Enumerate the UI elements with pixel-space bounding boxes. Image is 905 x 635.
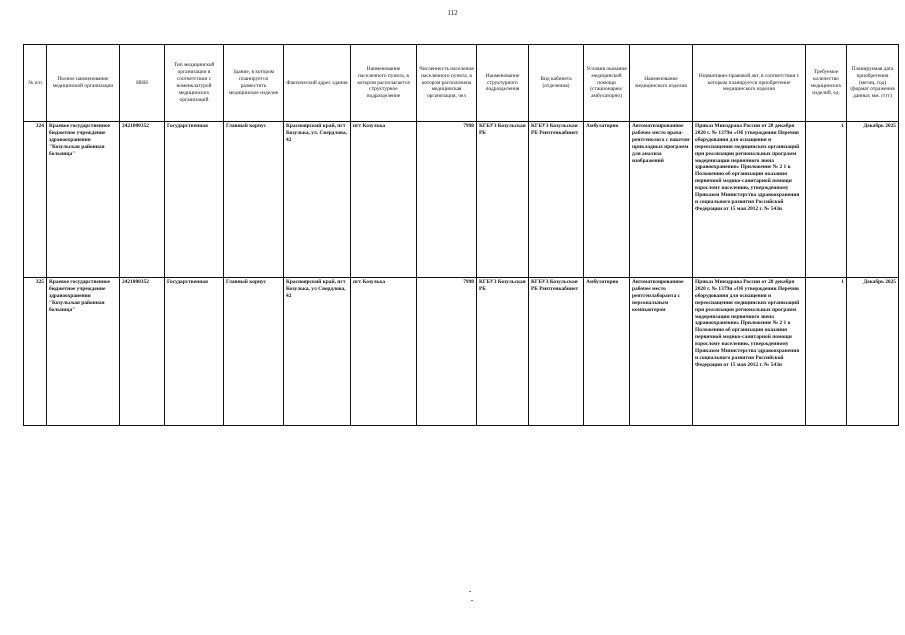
cell-org-name: Краевое государственное бюджетное учреждение здравоохранения "Козульская районная больница" (47, 122, 120, 278)
cell-org-type: Государственная (165, 122, 224, 278)
table-header-row (24, 45, 899, 122)
cell-org-name: Краевое государственное бюджетное учреждение здравоохранения "Козульская районная больница" (47, 278, 120, 426)
page-number: 112 (447, 9, 458, 17)
cell-inn: 2421000352 (120, 122, 165, 278)
col-header-address: Фактический адрес здания (284, 45, 351, 122)
col-header-conditions: Условия оказания медицинской помощи (стационарно/амбулаторно) (584, 45, 630, 122)
col-header-date: Планируемая дата приобретения (месяц, год) (формат отражения данных мм. гггг) (847, 45, 899, 122)
scan-speck (471, 600, 473, 601)
cell-settlement: пгт Козулька (351, 122, 417, 278)
cell-address: Красноярский край, пгт Козулька, ул Свердлова, 42 (284, 278, 351, 426)
cell-conditions: Амбулаторно (584, 122, 630, 278)
col-header-settlement: Наименование населенного пункта, в котором располагается структурное подразделение (351, 45, 417, 122)
col-header-unit: Наименование структурного подразделения (477, 45, 529, 122)
col-header-building: Здание, в котором планируется разместить медицинское изделие (224, 45, 284, 122)
col-header-quantity: Требуемое количество медицинских изделий, ед. (806, 45, 847, 122)
col-header-population: Численность населения населенного пункта, в котором расположена медицинская организация, чел (417, 45, 477, 122)
cell-date: Декабрь 2025 (847, 278, 899, 426)
cell-inn: 2421000352 (120, 278, 165, 426)
cell-quantity: 1 (806, 122, 847, 278)
cell-building: Главный корпус (224, 278, 284, 426)
cell-device: Автоматизированное рабочее место рентгенлаборанта с персональным компьютером (630, 278, 693, 426)
col-header-number: № п/п (24, 45, 47, 122)
table-row (24, 278, 899, 426)
col-header-inn: ИНН (120, 45, 165, 122)
cell-legal-act: Приказ Минздрава России от 28 декабря 2020 г. № 1379н «Об утверждении Перечня оборудования для оснащения и переоснащения медицинских организаций при реализации региональных программ модернизации первичного звена здравоохранения» Приложение № 2 1 к Положению об организации оказания первичной медико-санитарной помощи взрослому населению, утвержденному Приказом Министерства здравоохранения и социального развития Российской Федерации от 15 мая 2012 г. № 543н (693, 122, 806, 278)
cell-cabinet: КГБУЗ Козульская РБ Рентгенкабинет (529, 122, 584, 278)
col-header-device: Наименование медицинского изделия (630, 45, 693, 122)
cell-date: Декабрь 2025 (847, 122, 899, 278)
col-header-cabinet: Вид кабинета (отделения) (529, 45, 584, 122)
col-header-org-type: Тип медицинской организации в соответствии с номенклатурой медицинских организаций (165, 45, 224, 122)
table-row (24, 122, 899, 278)
cell-number: 324 (24, 122, 47, 278)
cell-quantity: 1 (806, 278, 847, 426)
cell-building: Главный корпус (224, 122, 284, 278)
cell-unit: КГБУЗ Козульская РБ (477, 278, 529, 426)
cell-unit: КГБУЗ Козульская РБ (477, 122, 529, 278)
cell-org-type: Государственная (165, 278, 224, 426)
cell-number: 325 (24, 278, 47, 426)
cell-legal-act: Приказ Минздрава России от 28 декабря 2020 г. № 1379н «Об утверждении Перечня оборудования для оснащения и переоснащения медицинских организаций при реализации региональных программ модернизации первичного звена здравоохранения» Приложение № 2 1 к Положению об организации оказания первичной медико-санитарной помощи взрослому населению, утвержденному Приказом Министерства здравоохранения и социального развития Российской Федерации от 15 мая 2012 г. № 543н (693, 278, 806, 426)
cell-device: Автоматизированное рабочее место врача-рентгенолога с пакетом прикладных программ для анализа изображений (630, 122, 693, 278)
scan-speck (469, 591, 471, 592)
cell-settlement: пгт Козулька (351, 278, 417, 426)
col-header-legal-act: Нормативно-правовой акт, в соответствии с которым планируется приобретение медицинского изделия (693, 45, 806, 122)
cell-cabinet: КГБУЗ Козульская РБ Рентгенкабинет (529, 278, 584, 426)
equipment-table (23, 44, 899, 426)
cell-population: 7998 (417, 278, 477, 426)
cell-conditions: Амбулаторно (584, 278, 630, 426)
col-header-org-name: Полное наименование медицинской организации (47, 45, 120, 122)
cell-population: 7998 (417, 122, 477, 278)
cell-address: Красноярский край, пгт Козулька, ул. Свердлова, 42 (284, 122, 351, 278)
